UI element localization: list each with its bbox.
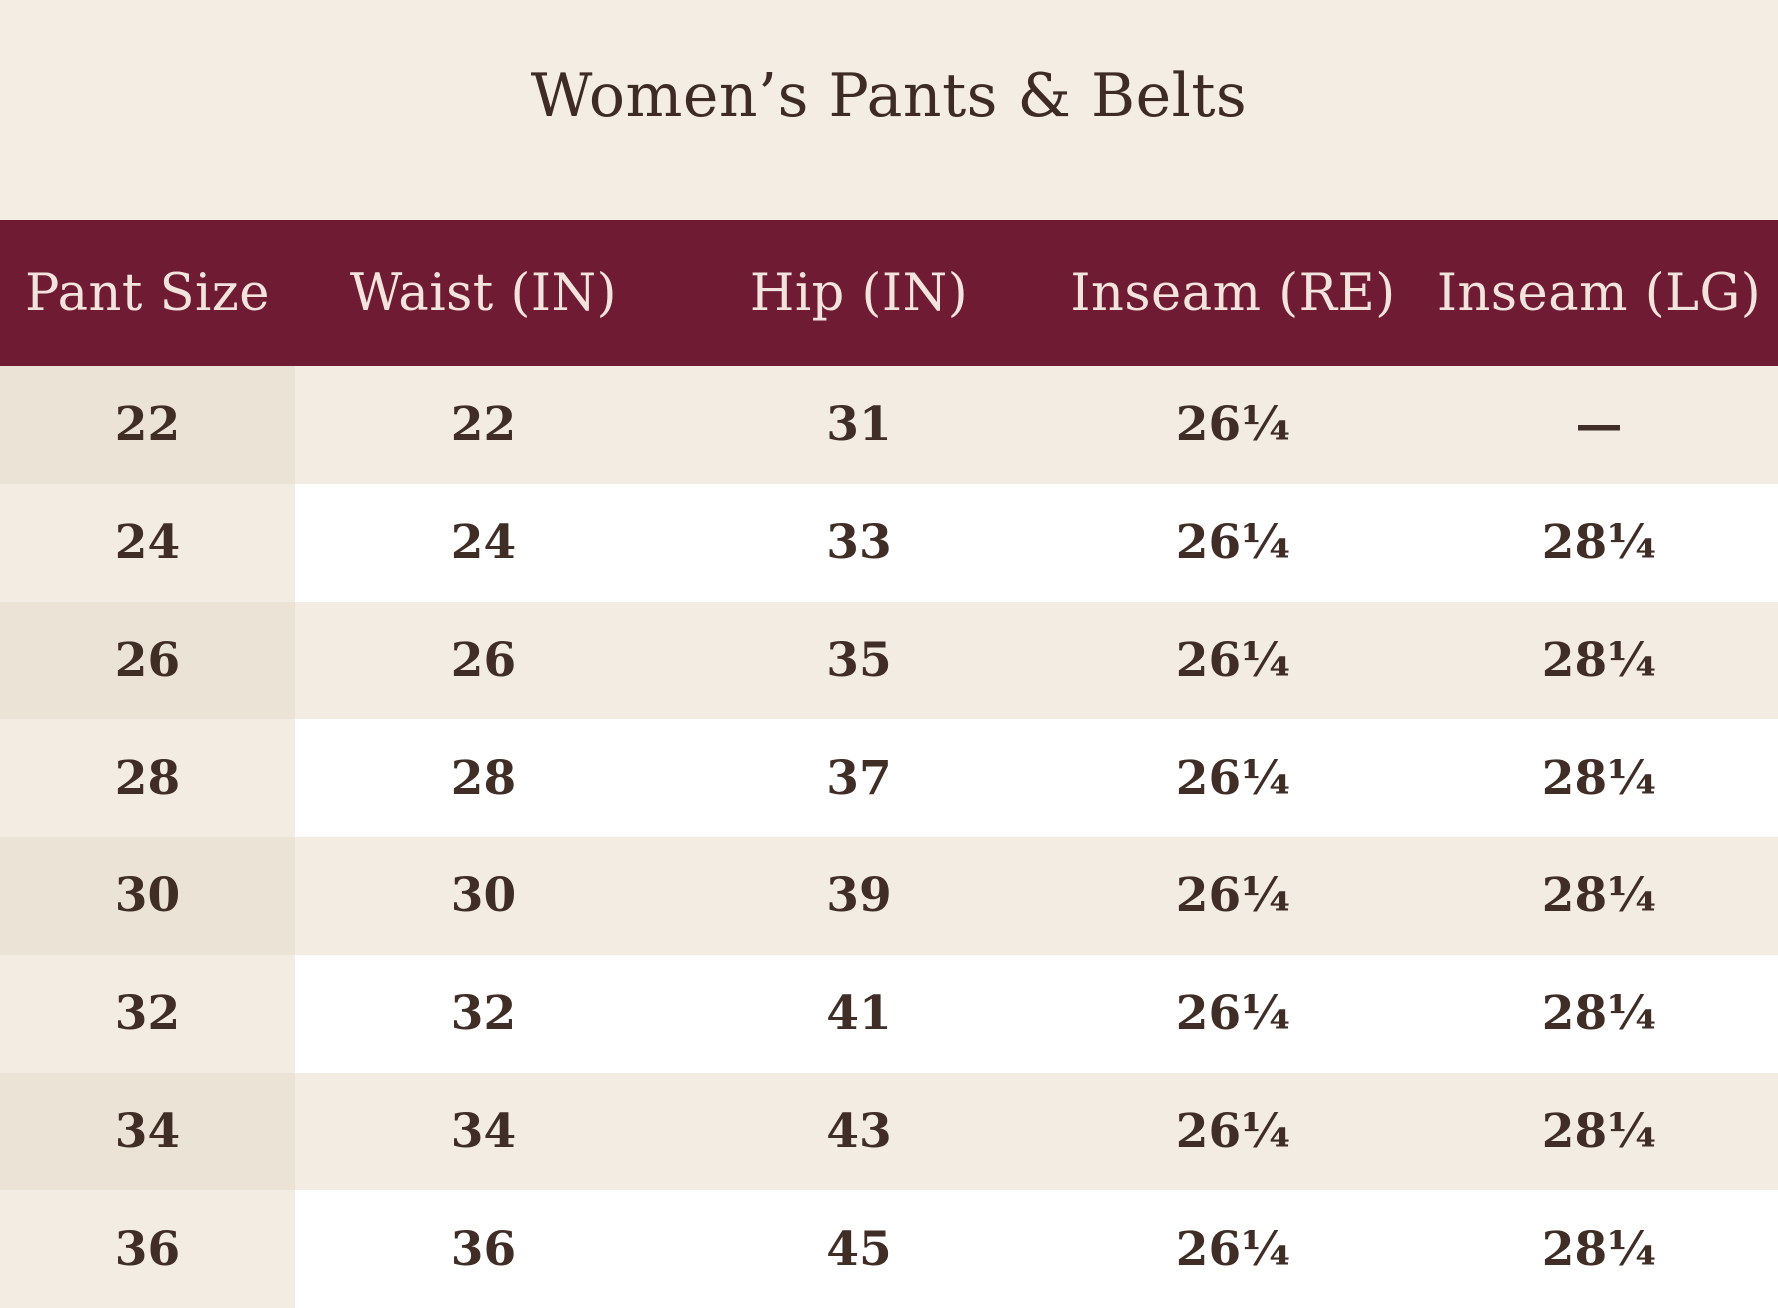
cell-pant-size: 36 [0,1190,295,1308]
size-chart-table [0,220,1778,1308]
cell-inseam-re: 26¼ [1175,750,1291,806]
cell-inseam-re: 26¼ [1175,868,1291,924]
cell-hip: 39 [826,868,892,924]
page-title: Women’s Pants & Belts [530,61,1248,131]
cell-inseam-lg: 28¼ [1541,1221,1657,1277]
cell-inseam-lg: 28¼ [1541,868,1657,924]
cell-inseam-lg: 28¼ [1541,632,1657,688]
table-row [0,1190,1778,1308]
cell-inseam-lg: — [1575,397,1623,453]
table-header [0,220,1778,366]
cell-inseam-lg: 28¼ [1541,515,1657,571]
cell-waist: 30 [450,868,517,924]
cell-inseam-re: 26¼ [1175,986,1291,1042]
cell-inseam-re: 26¼ [1175,397,1291,453]
cell-waist: 34 [450,1103,517,1159]
table-row [0,602,1778,720]
cell-waist: 28 [450,750,517,806]
column-header-hip-in: Hip (IN) [672,220,1046,366]
table-row [0,484,1778,602]
cell-inseam-lg: 28¼ [1541,986,1657,1042]
cell-pant-size: 24 [0,484,295,602]
column-header-inseam-re: Inseam (RE) [1046,220,1420,366]
cell-hip: 37 [826,750,892,806]
cell-pant-size: 26 [0,602,295,720]
cell-inseam-re: 26¼ [1175,1103,1291,1159]
cell-waist: 26 [450,632,517,688]
cell-inseam-lg: 28¼ [1541,750,1657,806]
cell-inseam-re: 26¼ [1175,515,1291,571]
cell-inseam-lg: 28¼ [1541,1103,1657,1159]
table-row [0,719,1778,837]
cell-inseam-re: 26¼ [1175,1221,1291,1277]
cell-waist: 32 [450,986,517,1042]
cell-pant-size: 28 [0,719,295,837]
cell-hip: 35 [826,632,892,688]
cell-waist: 22 [450,397,517,453]
cell-hip: 31 [826,397,892,453]
table-row [0,1073,1778,1191]
table-body [0,366,1778,1308]
column-header-waist-in: Waist (IN) [295,220,672,366]
cell-pant-size: 32 [0,955,295,1073]
cell-pant-size: 22 [0,366,295,484]
cell-hip: 43 [826,1103,892,1159]
header-row [0,220,1778,366]
cell-inseam-re: 26¼ [1175,632,1291,688]
cell-pant-size: 34 [0,1073,295,1191]
cell-waist: 36 [450,1221,517,1277]
column-header-pant-size: Pant Size [0,220,295,366]
column-header-inseam-lg: Inseam (LG) [1420,220,1778,366]
cell-pant-size: 30 [0,837,295,955]
table-row [0,955,1778,1073]
cell-hip: 33 [826,515,892,571]
table-row [0,837,1778,955]
table-row [0,366,1778,484]
title-section [0,0,1778,220]
cell-waist: 24 [450,515,517,571]
cell-hip: 45 [826,1221,892,1277]
cell-hip: 41 [826,986,892,1042]
